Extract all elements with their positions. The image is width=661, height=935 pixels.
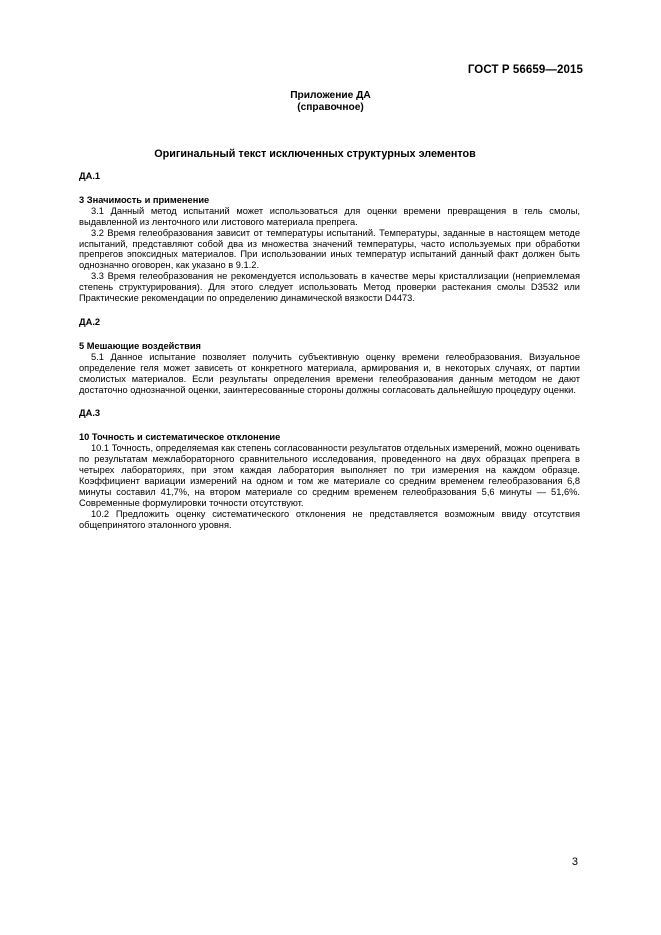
section-label: ДА.2: [79, 316, 101, 327]
main-title: Оригинальный текст исключенных структурных элементов: [154, 148, 476, 160]
section-heading: 3 Значимость и применение: [79, 194, 210, 205]
section-heading: 10 Точность и систематическое отклонение: [79, 432, 281, 443]
annex-subtitle: (справочное): [297, 102, 364, 113]
section-da3: [79, 408, 580, 530]
document-body: [79, 160, 580, 530]
section-da2: [79, 317, 580, 395]
paragraph: 10.1 Точность, определяемая как степень согласованности результатов отдельных измерений, можно оценивать по результатам межлабораторного сравнительного исследования, проведенного на двух образцах препрега в четырех лабораториях, при этом каждая лаборатория выполняет по три измерения на каждом образце. Коэффициент вариации измерений на одном и том же материале со средним временем гелеобразования 6,8 минуты составил 41,7%, на втором материале со средним временем гелеобразования 5,6 минуты — 51,6%. Современные формулировки точности отсутствуют.: [79, 443, 580, 508]
paragraph: 5.1 Данное испытание позволяет получить субъективную оценку времени гелеобразования. Визуальное определение геля может зависеть от конкретного материала, армирования и, в некоторых случаях, от партии смолистых материалов. Если результаты определения времени гелеобразования данным методом не дают достаточно однозначной оценки, заинтересованные стороны должны согласовать дальнейшую процедуру оценки.: [79, 351, 580, 395]
section-label: ДА.1: [79, 171, 101, 181]
document-code: ГОСТ Р 56659—2015: [467, 64, 583, 76]
paragraph: 3.2 Время гелеобразования зависит от температуры испытаний. Температуры, заданные в настоящем методе испытаний, представляют собой два из множества значений температуры, часто используемых при обработки препрегов эпоксидных материалов. При использовании иных температур испытаний данный факт должен быть однозначно оговорен, как указано в 9.1.2.: [79, 227, 580, 271]
paragraph: 10.2 Предложить оценку систематического отклонения не представляется возможным ввиду отсутствия общепринятого эталонного уровня.: [79, 508, 580, 530]
annex-title: Приложение ДА: [290, 90, 371, 101]
section-heading: 5 Мешающие воздействия: [79, 340, 201, 351]
paragraph: 3.3 Время гелеобразования не рекомендуется использовать в качестве меры кристаллизации (неприемлемая степень структурирования). Для этого следует использовать Метод проверки растекания смолы D3532 или Практические рекомендации по определению динамической вязкости D4473.: [79, 271, 580, 304]
paragraph: 3.1 Данный метод испытаний может использоваться для оценки времени превращения в гель смолы, выдавленной из ленточного или листового материала препрега.: [79, 205, 580, 227]
section-label: ДА.3: [79, 408, 101, 419]
section-da1: [79, 171, 580, 304]
page-number: 3: [571, 856, 578, 868]
